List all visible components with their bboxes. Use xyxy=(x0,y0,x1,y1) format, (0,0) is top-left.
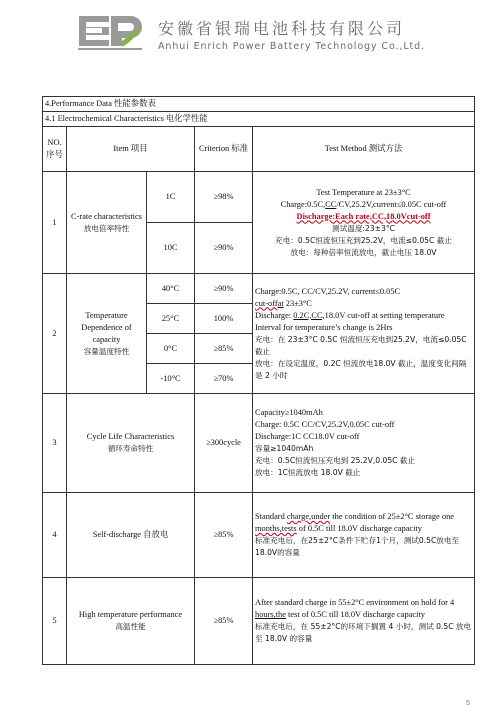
col-header-method: Test Method 测试方法 xyxy=(253,127,475,172)
row-number: 1 xyxy=(43,172,67,274)
sub-condition: 0°C xyxy=(147,334,195,364)
test-method: Capacity≥1040mAh Charge: 0.5C CC/CV,25.2V,0.05C cut-off Discharge:1C CC18.0V cut-off 容量≥1040mAh 充电：0.5C恒流恒压充电到 25.2V,0.05C 截止 放电：1C恒流放电 18.0V 截止 xyxy=(253,394,475,493)
item-cn: 放电倍率特性 xyxy=(83,223,130,233)
row-item: Self-discharge 自放电 xyxy=(67,493,195,578)
table-row xyxy=(43,274,475,304)
sub-condition: 1C xyxy=(147,172,195,223)
criterion-value: ≥85% xyxy=(195,334,253,364)
row-item xyxy=(67,394,195,493)
item-en: High temperature performance xyxy=(78,610,183,619)
criterion-value: ≥90% xyxy=(195,223,253,274)
sub-condition: 10C xyxy=(147,223,195,274)
table-row xyxy=(43,578,475,665)
item-cn: 容量温度特性 xyxy=(83,346,130,356)
company-name-en: Anhui Enrich Power Battery Technology Co.,Ltd. xyxy=(158,41,425,52)
row-item xyxy=(67,172,147,274)
criterion-value: ≥85% xyxy=(195,493,253,578)
table-row xyxy=(43,493,475,578)
company-name-cn: 安徽省银瑞电池科技有限公司 xyxy=(158,19,406,38)
item-cn: 循环寿命特性 xyxy=(107,444,154,453)
sub-condition: 40°C xyxy=(147,274,195,304)
item-en: Cycle Life Characteristics xyxy=(86,432,175,441)
row-number: 3 xyxy=(43,394,67,493)
row-item xyxy=(67,274,147,394)
row-number: 2 xyxy=(43,274,67,394)
criterion-value: 100% xyxy=(195,304,253,334)
item-en: Temperature Dependence of capacity xyxy=(81,310,132,344)
col-header-no: NO. 序号 xyxy=(43,127,67,172)
row-number: 5 xyxy=(43,578,67,665)
row-number: 4 xyxy=(43,493,67,578)
item-cn: 高温性能 xyxy=(115,622,146,631)
test-method: Standard charge,under the condition of 25±2°C storage one months,tests of 0.5C till 18.0V discharge capacity 标准充电后，在25±2°C条件下贮存1个月，测试0.5C放电至18.0V的容量 xyxy=(253,493,475,578)
col-header-item: Item 项目 xyxy=(67,127,195,172)
page-header xyxy=(0,0,482,60)
row-item xyxy=(67,578,195,665)
performance-table xyxy=(42,96,475,665)
sub-condition: 25°C xyxy=(147,304,195,334)
criterion-value: ≥85% xyxy=(195,578,253,665)
page-number: 5 xyxy=(466,700,470,707)
company-logo xyxy=(78,14,144,52)
section-subtitle: 4.1 Electrochemical Characteristics 电化学性能 xyxy=(43,112,475,127)
table-row xyxy=(43,172,475,223)
criterion-value: ≥90% xyxy=(195,274,253,304)
col-header-criterion: Criterion 标准 xyxy=(195,127,253,172)
criterion-value: ≥70% xyxy=(195,364,253,394)
item-en: C-rate characteristics xyxy=(71,211,142,221)
sub-condition: -10°C xyxy=(147,364,195,394)
section-title: 4.Performance Data 性能参数表 xyxy=(43,97,475,112)
criterion-value: ≥98% xyxy=(195,172,253,223)
test-method: Charge:0.5C, CC/CV,25.2V, current≤0.05C cut-offat 23±3°C Discharge: 0.2C,CC,18.0V cut-off at setting temperature Interval for temperature’s change is 2Hrs 充电：在 23±3°C 0.5C 恒流恒压充电到25.2V，电流≤0.05C 截止 放电：在设定温度，0.2C 恒流放电18.0V 截止，温度变化间隔是 2 小时 xyxy=(253,274,475,394)
test-method: Test Temperature at 23±3°C Charge:0.5C,CC/CV,25.2V,current≤0.05C cut-off Discharge:Each rate,CC,18.0Vcut-off 测试温度:23±3°C 充电：0.5C恒流恒压充到25.2V，电流≤0.05C 截止 放电：每种倍率恒流放电，截止电压 18.0V xyxy=(253,172,475,274)
table-row xyxy=(43,394,475,493)
section-subtitle-row xyxy=(43,112,475,127)
table-header-row xyxy=(43,127,475,172)
criterion-value: ≥300cycle xyxy=(195,394,253,493)
section-title-row xyxy=(43,97,475,112)
test-method: After standard charge in 55±2°C environment on hold for 4 hours,the test of 0.5C till 18.0V discharge capacity 标准充电后，在 55±2°C的环境下搁置 4 小时，测试 0.5C 放电至 18.0V 的容量 xyxy=(253,578,475,665)
